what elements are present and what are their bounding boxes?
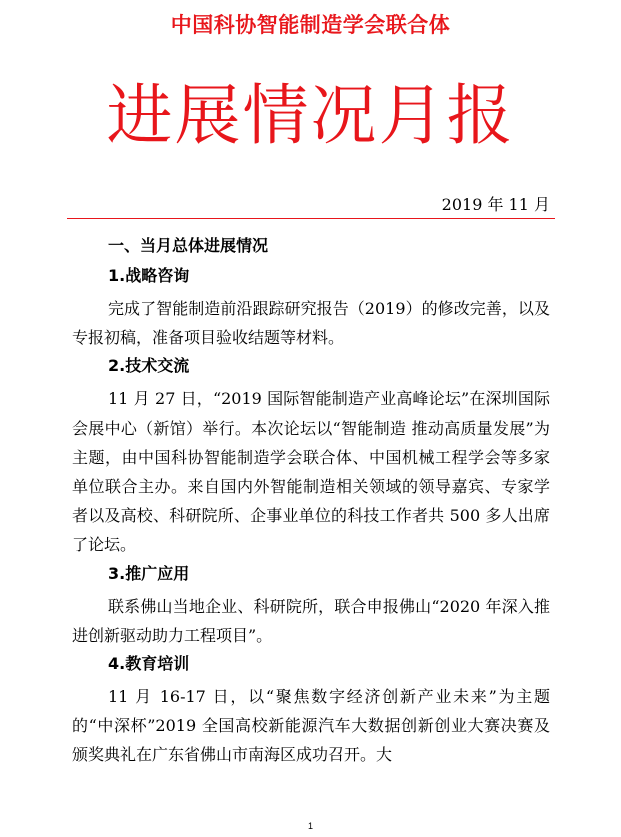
section-heading-promotion: 3.推广应用 [108, 563, 190, 583]
report-title: 进展情况月报 [106, 77, 515, 154]
header-divider [67, 218, 555, 219]
report-body [72, 234, 550, 772]
organization-name: 中国科协智能制造学会联合体 [170, 13, 451, 37]
report-date: 2019 年 11 月 [441, 195, 550, 214]
section-text-tech-exchange: 11 月 27 日，“2019 国际智能制造产业高峰论坛”在深圳国际会展中心（新馆）举行。本次论坛以“智能制造 推动高质量发展”为主题，由中国科协智能制造学会联合体、中国机械工程学会等多家单位联合主办。来自国内外智能制造相关领域的领导嘉宾、专家学者以及高校、科研院所、企事业单位的科技工作者共 500 多人出席了论坛。 [72, 389, 550, 555]
main-section-heading: 一、当月总体进展情况 [108, 236, 269, 255]
section-heading-education: 4.教育培训 [108, 654, 190, 674]
section-text-promotion: 联系佛山当地企业、科研院所，联合申报佛山“2020 年深入推进创新驱动助力工程项目”。 [72, 596, 550, 645]
section-heading-strategy: 1.战略咨询 [108, 266, 190, 285]
page-number: 1 [307, 821, 313, 831]
section-text-strategy: 完成了智能制造前沿跟踪研究报告（2019）的修改完善，以及专报初稿，准备项目验收结题等材料。 [72, 299, 550, 348]
section-text-education: 11 月 16-17 日，以“聚焦数字经济创新产业未来”为主题的“中深杯”2019 全国高校新能源汽车大数据创新创业大赛决赛及颁奖典礼在广东省佛山市南海区成功召开。大 [72, 687, 550, 765]
section-heading-tech-exchange: 2.技术交流 [108, 356, 190, 376]
